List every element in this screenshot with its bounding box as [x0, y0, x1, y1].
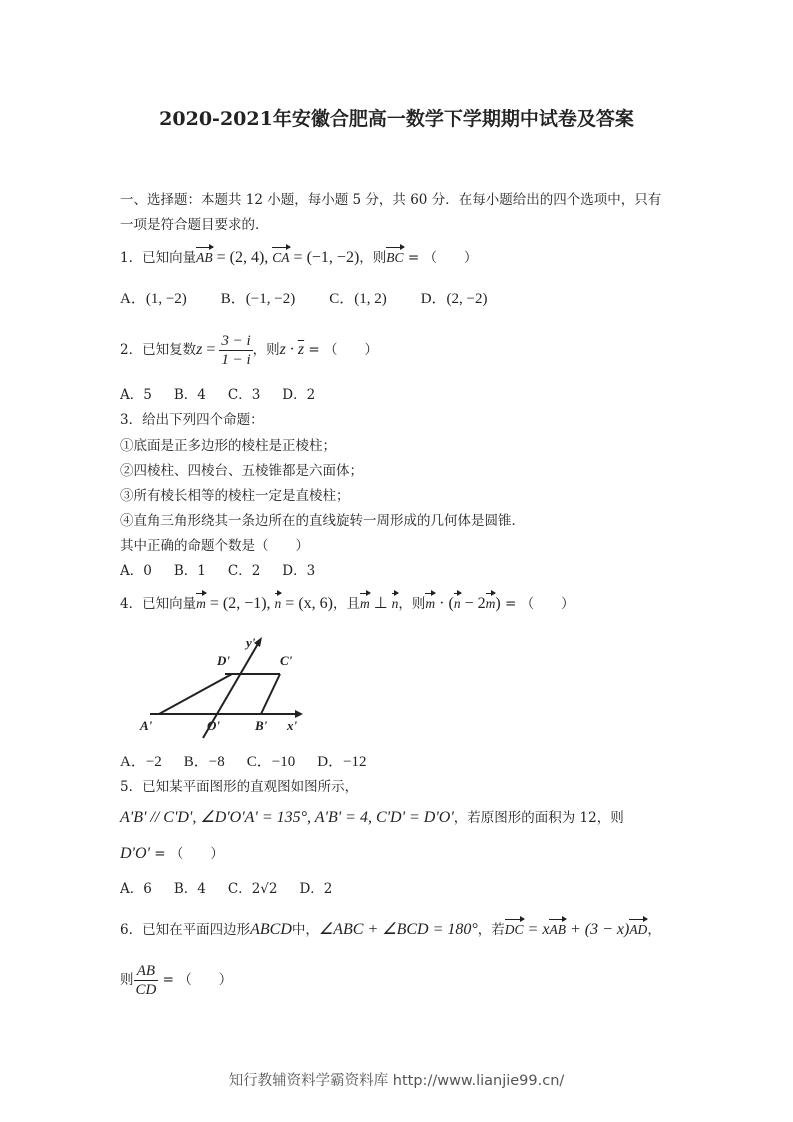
q3-option-b: B．1	[173, 563, 206, 579]
vector-bc: BC	[386, 248, 403, 268]
q3-item-2: ②四棱柱、四棱台、五棱锥都是六面体；	[120, 463, 363, 479]
q1-option-b: B．(−1, −2)	[220, 291, 296, 307]
q2-prefix: 2．已知复数	[120, 342, 197, 358]
label-c: C'	[280, 653, 293, 668]
q2-expr: z ·	[279, 341, 298, 358]
q4-dot: · (	[435, 595, 454, 612]
q1-prefix: 1．已知向量	[120, 250, 197, 266]
q5-option-d: D．2	[299, 881, 333, 897]
section-heading-line2: 一项是符合题目要求的．	[120, 217, 269, 233]
q3-stem: 3．给出下列四个命题：	[120, 412, 264, 428]
q4-options	[120, 752, 401, 772]
q6-ask	[120, 962, 232, 999]
q4-minus: − 2	[460, 595, 486, 612]
q6-mid: 中，	[291, 922, 319, 938]
page-title: 2020-2021年安徽合肥高一数学下学期期中试卷及答案	[159, 108, 634, 130]
vector-n: n	[275, 594, 282, 614]
q4-option-d: D．−12	[317, 754, 367, 770]
q3-item-1: ①底面是正多边形的棱柱是正棱柱；	[120, 438, 336, 454]
x-axis-arrow	[295, 710, 303, 718]
vector-ca: CA	[272, 248, 289, 268]
q1-ab-value: = (2, 4),	[212, 249, 273, 266]
q1-option-d: D．(2, −2)	[420, 291, 488, 307]
q4-mid2: ，则	[398, 596, 426, 612]
q3-option-d: D．3	[282, 563, 316, 579]
q5-tail: = （ ）	[149, 846, 224, 862]
q4-prefix: 4．已知向量	[120, 596, 197, 612]
q5-line3	[120, 844, 224, 864]
q1-options	[120, 289, 522, 309]
label-b: B'	[255, 718, 268, 733]
q6-ze: 则	[120, 972, 134, 988]
q5-option-c: C．2√2	[227, 881, 278, 897]
q2-mid: ，则	[252, 342, 280, 358]
q2-option-a: A．5	[120, 387, 152, 403]
q2-option-c: C．3	[227, 387, 261, 403]
q3-options	[120, 561, 349, 581]
q4-tail: = （ ）	[500, 596, 575, 612]
q6-comma: ，	[647, 922, 661, 938]
q6-ruo: ，若	[477, 922, 505, 938]
q6-abcd: ABCD	[250, 921, 292, 938]
q2-z: z	[196, 341, 203, 358]
vector-m-2: m	[360, 594, 370, 614]
q6-denominator: CD	[135, 982, 157, 998]
question-2: 2．已知复数z = $\frac{3 - i}{1 - i}$ ，则$z \cdot \overline{z}$ = （ ）	[120, 333, 379, 368]
question-6	[120, 920, 661, 940]
q6-tail: = （ ）	[158, 972, 233, 988]
q6-plus: + (3 − x)	[565, 921, 630, 938]
label-o: O'	[207, 718, 220, 733]
q5-line2	[120, 808, 624, 828]
q1-ca-value: = (−1, −2)	[289, 249, 360, 266]
q4-m-value: = (2, −1),	[205, 595, 275, 612]
q5-options	[120, 879, 366, 899]
q6-fraction	[134, 962, 159, 999]
q4-option-a: A．−2	[120, 754, 162, 770]
section-heading-line1: 一、选择题：本题共 12 小题，每小题 5 分，共 60 分．在每小题给出的四个选项中，只有	[120, 192, 662, 208]
q6-numerator: AB	[134, 962, 159, 981]
vector-ab-q6: AB	[549, 920, 566, 940]
label-y: y'	[246, 635, 256, 650]
q4-close: )	[495, 595, 501, 612]
vector-n-3: n	[454, 594, 461, 614]
label-a: A'	[140, 718, 153, 733]
vector-ad: AD	[629, 920, 647, 940]
q2-options	[120, 385, 349, 405]
question-4	[120, 594, 575, 614]
q3-ask: 其中正确的命题个数是（ ）	[120, 538, 309, 554]
q2-fraction	[219, 332, 252, 369]
question-1	[120, 248, 477, 268]
vector-n-2: n	[392, 594, 399, 614]
q2-zbar: $\overline{z}$	[297, 341, 305, 358]
q3-item-3: ③所有棱长相等的棱柱一定是直棱柱；	[120, 488, 350, 504]
q1-mid: ，则	[359, 250, 387, 266]
q2-option-b: B．4	[173, 387, 206, 403]
q6-angle: ∠ABC + ∠BCD = 180°	[318, 921, 478, 938]
q5-option-b: B．4	[173, 881, 206, 897]
q4-option-b: B．−8	[183, 754, 225, 770]
label-d: D'	[217, 653, 230, 668]
q4-n-value: = (x, 6)	[281, 595, 333, 612]
q5-condition-text: ，若原图形的面积为 12，则	[453, 810, 624, 826]
q1-option-c: C．(1, 2)	[329, 291, 387, 307]
vector-ab: AB	[196, 248, 213, 268]
footer-watermark: 知行教辅资料学霸资料库 http://www.lianjie99.cn/	[228, 1073, 565, 1089]
q4-mid1: ，且	[332, 596, 360, 612]
segment-cb	[261, 674, 280, 714]
q1-option-a: A．(1, −2)	[120, 291, 187, 307]
q1-tail: = （ ）	[403, 250, 478, 266]
oblique-figure	[135, 630, 310, 740]
label-x: x'	[287, 718, 298, 733]
q2-numerator: 3 − i	[221, 333, 251, 349]
q2-tail: = （ ）	[304, 342, 379, 358]
q4-option-c: C．−10	[246, 754, 296, 770]
q3-option-c: C．2	[227, 563, 261, 579]
q5-line1: 5．已知某平面图形的直观图如图所示，	[120, 779, 359, 795]
q2-option-d: D．2	[282, 387, 316, 403]
vector-dc: DC	[505, 920, 524, 940]
q6-eq: = x	[523, 921, 550, 938]
q5-condition: A'B' // C'D', ∠D'O'A' = 135°, A'B' = 4, C'D' = D'O'	[120, 809, 454, 826]
q2-denominator: 1 − i	[221, 352, 251, 368]
q3-item-4: ④直角三角形绕其一条边所在的直线旋转一周形成的几何体是圆锥．	[120, 513, 525, 529]
vector-m-3: m	[425, 594, 435, 614]
q6-prefix: 6．已知在平面四边形	[120, 922, 251, 938]
q4-perp: ⊥	[369, 595, 392, 612]
vector-m: m	[196, 594, 206, 614]
q5-do: D'O'	[120, 845, 150, 862]
q5-option-a: A．6	[120, 881, 152, 897]
vector-m-4: m	[486, 594, 496, 614]
q3-option-a: A．0	[120, 563, 152, 579]
